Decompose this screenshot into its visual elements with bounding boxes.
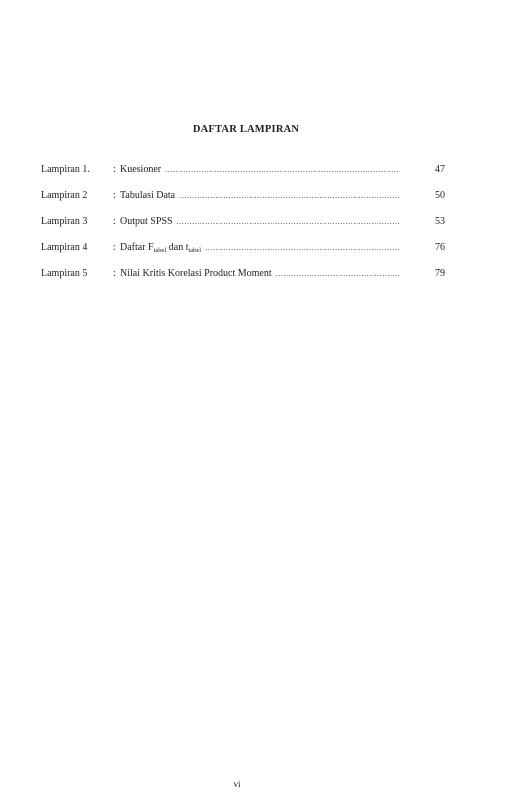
page-number: 76	[435, 242, 445, 253]
page-number: 53	[435, 216, 445, 227]
appendix-entry	[120, 268, 400, 279]
leader-dots	[205, 243, 400, 252]
appendix-list	[41, 164, 445, 294]
separator: :	[113, 268, 116, 279]
list-item	[41, 268, 445, 294]
leader-dots	[276, 269, 400, 278]
subscript-text: tabel	[153, 247, 167, 254]
leader-dots	[177, 217, 400, 226]
appendix-label: Lampiran 5	[41, 268, 88, 279]
list-item	[41, 242, 445, 268]
separator: :	[113, 164, 116, 175]
list-item	[41, 164, 445, 190]
list-item	[41, 190, 445, 216]
page-number: 47	[435, 164, 445, 175]
appendix-entry	[120, 242, 400, 254]
appendix-title-part: Daftar F	[120, 242, 154, 253]
separator: :	[113, 190, 116, 201]
appendix-label: Lampiran 4	[41, 242, 88, 253]
subscript-text: tabel	[188, 247, 202, 254]
separator: :	[113, 242, 116, 253]
leader-dots	[179, 191, 400, 200]
appendix-label: Lampiran 2	[41, 190, 88, 201]
appendix-title: Kuesioner	[120, 164, 162, 175]
appendix-title: Tabulasi Data	[120, 190, 176, 201]
appendix-label: Lampiran 3	[41, 216, 88, 227]
appendix-title	[120, 242, 205, 254]
appendix-title: Output SPSS	[120, 216, 173, 227]
page-number: 50	[435, 190, 445, 201]
appendix-entry	[120, 216, 400, 227]
separator: :	[113, 216, 116, 227]
appendix-title-part: dan t	[166, 242, 189, 253]
appendix-label: Lampiran 1.	[41, 164, 90, 175]
list-item	[41, 216, 445, 242]
appendix-entry	[120, 190, 400, 201]
appendix-title: Nilai Kritis Korelasi Product Moment	[120, 268, 272, 279]
leader-dots	[165, 165, 400, 174]
page-title: DAFTAR LAMPIRAN	[192, 124, 300, 135]
appendix-entry	[120, 164, 400, 175]
page-footer-number: vi	[233, 779, 241, 789]
page-number: 79	[435, 268, 445, 279]
